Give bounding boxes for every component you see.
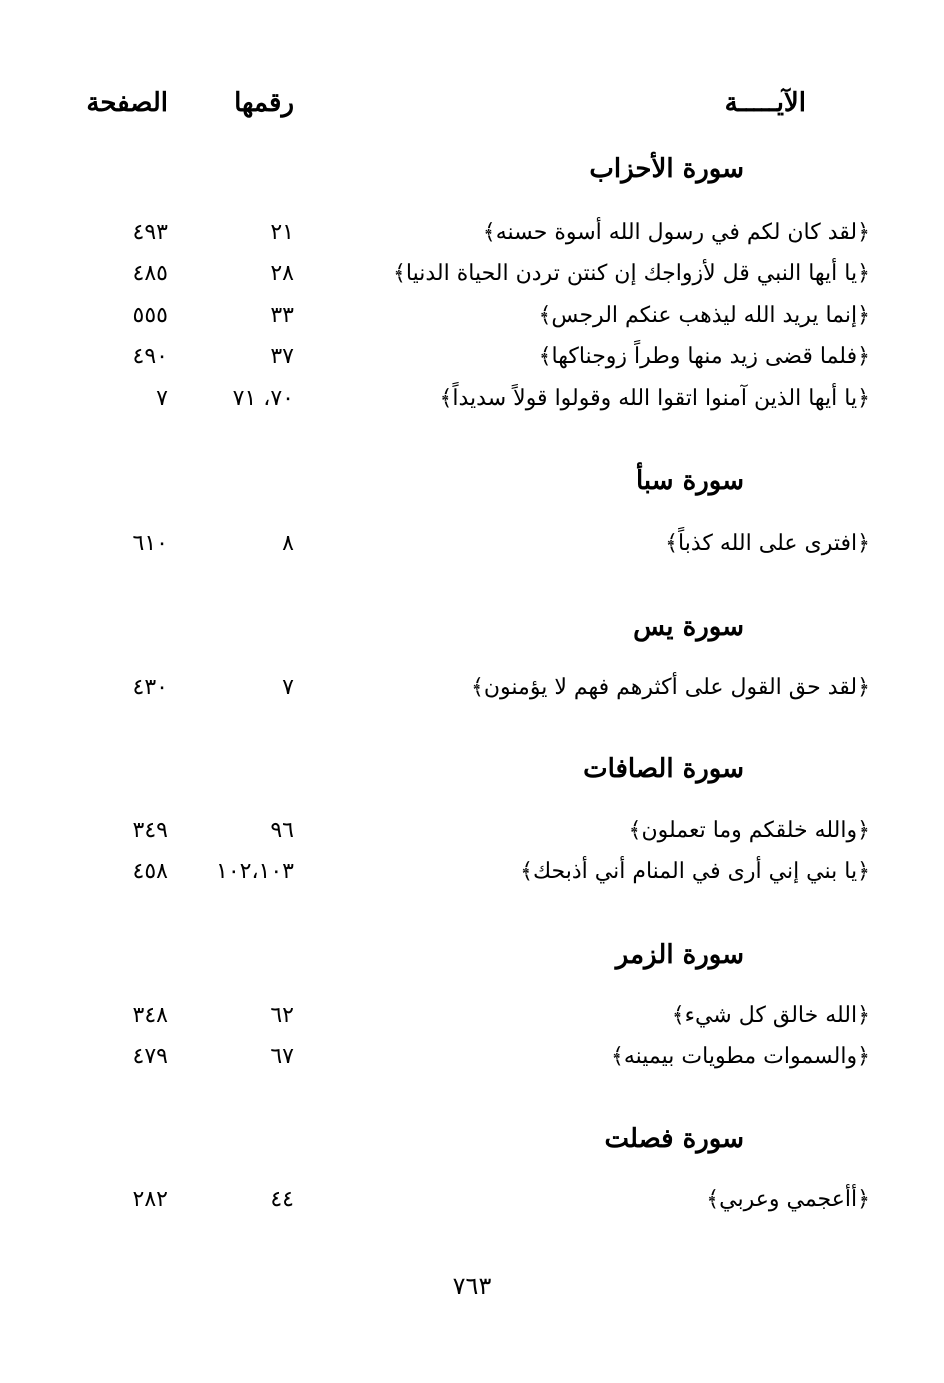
index-row (0, 852, 944, 892)
ayah-text: ﴿إنما يريد الله ليذهب عنكم الرجس﴾ (538, 303, 870, 328)
ayah-number: ٣٣ (270, 303, 294, 328)
index-row (0, 996, 944, 1036)
page-reference: ٦١٠ (132, 531, 168, 556)
page-reference: ٤٨٥ (132, 261, 168, 286)
ayah-text: ﴿الله خالق كل شيء﴾ (671, 1003, 870, 1028)
ayah-number: ٦٧ (270, 1044, 294, 1069)
index-row (0, 1180, 944, 1220)
page-reference: ٤٧٩ (132, 1044, 168, 1069)
column-header-number: رقمها (234, 88, 294, 118)
ayah-number: ٤٤ (270, 1187, 294, 1212)
ayah-number: ٢١ (270, 220, 294, 245)
page-reference: ٢٨٢ (132, 1187, 168, 1212)
index-row (0, 337, 944, 377)
surah-title: سورة سبأ (636, 466, 744, 496)
column-header-ayah: الآيـــــة (724, 88, 806, 118)
ayah-text: ﴿والله خلقكم وما تعملون﴾ (628, 818, 870, 843)
ayah-text: ﴿والسموات مطويات بيمينه﴾ (610, 1044, 870, 1069)
surah-title: سورة فصلت (604, 1124, 744, 1154)
index-row (0, 213, 944, 253)
ayah-text: ﴿فلما قضى زيد منها وطراً زوجناكها﴾ (538, 344, 870, 369)
page-reference: ٤٩٣ (132, 220, 168, 245)
index-row (0, 254, 944, 294)
ayah-number: ٩٦ (270, 818, 294, 843)
ayah-text: ﴿يا أيها النبي قل لأزواجك إن كنتن تردن الحياة الدنيا﴾ (393, 261, 870, 286)
index-row (0, 296, 944, 336)
page-reference: ٥٥٥ (132, 303, 168, 328)
column-header-page: الصفحة (86, 88, 168, 118)
page-reference: ٧ (156, 386, 168, 411)
ayah-number: ٧٠، ٧١ (232, 386, 294, 411)
page-reference: ٤٣٠ (132, 675, 168, 700)
ayah-text: ﴿لقد حق القول على أكثرهم فهم لا يؤمنون﴾ (471, 675, 870, 700)
page-reference: ٣٤٨ (132, 1003, 168, 1028)
index-row (0, 524, 944, 564)
surah-title: سورة الأحزاب (589, 154, 744, 184)
ayah-text: ﴿يا بني إني أرى في المنام أني أذبحك﴾ (520, 859, 870, 884)
ayah-number: ٧ (282, 675, 294, 700)
index-row (0, 811, 944, 851)
ayah-text: ﴿افترى على الله كذباً﴾ (665, 531, 870, 556)
ayah-text: ﴿يا أيها الذين آمنوا اتقوا الله وقولوا قولاً سديداً﴾ (439, 386, 870, 411)
surah-title: سورة الصافات (583, 754, 744, 784)
ayah-number: ١٠٢،١٠٣ (216, 859, 294, 884)
index-row (0, 668, 944, 708)
ayah-text: ﴿لقد كان لكم في رسول الله أسوة حسنه﴾ (482, 220, 870, 245)
ayah-number: ٦٢ (270, 1003, 294, 1028)
ayah-number: ٨ (282, 531, 294, 556)
index-row (0, 379, 944, 419)
page-reference: ٤٥٨ (132, 859, 168, 884)
page-reference: ٣٤٩ (132, 818, 168, 843)
ayah-number: ٣٧ (270, 344, 294, 369)
ayah-number: ٢٨ (270, 261, 294, 286)
page-reference: ٤٩٠ (132, 344, 168, 369)
ayah-text: ﴿أأعجمي وعربي﴾ (706, 1187, 870, 1212)
page-number: ٧٦٣ (452, 1272, 492, 1300)
surah-title: سورة يس (633, 612, 744, 642)
surah-title: سورة الزمر (615, 940, 744, 970)
index-row (0, 1037, 944, 1077)
